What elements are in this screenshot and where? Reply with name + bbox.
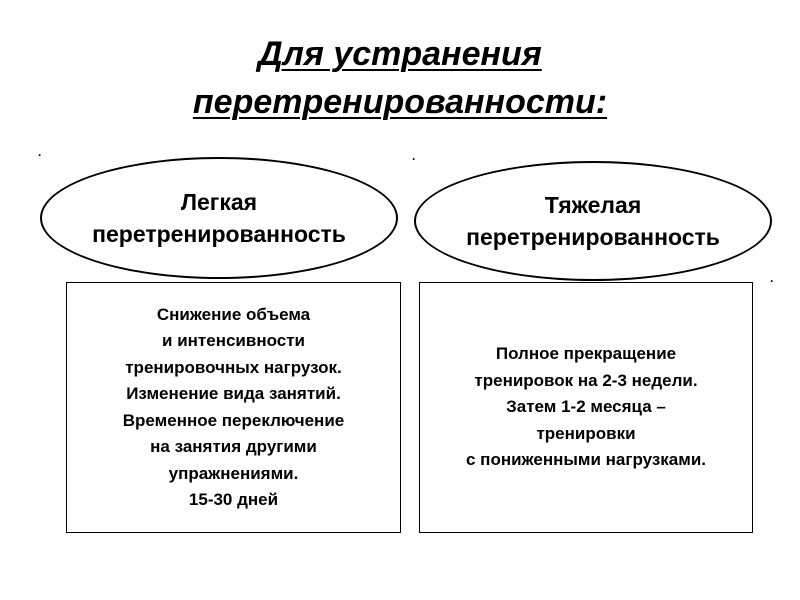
heavy-measure-line: тренировки — [536, 423, 636, 443]
ellipse-light-overtraining — [40, 157, 398, 279]
box-heavy-measures — [419, 282, 753, 533]
diagram-title — [0, 30, 800, 126]
light-measure-line: на занятия другими — [150, 437, 317, 456]
heavy-heading-line-2: перетренированность — [466, 224, 720, 250]
light-measure-line: тренировочных нагрузок. — [125, 357, 342, 377]
decor-dot: . — [770, 271, 774, 285]
light-measure-line: Снижение объема — [156, 304, 311, 324]
heavy-measure-line: Полное прекращение — [495, 344, 677, 364]
light-measure-line: Изменение вида занятий. — [126, 384, 341, 403]
ellipse-heavy-overtraining — [414, 161, 772, 281]
light-measure-line: Временное переключение — [122, 410, 345, 430]
heavy-heading-line-1: Тяжелая — [544, 192, 642, 218]
title-line-1: Для устранения — [258, 35, 542, 73]
light-heading-line-2: перетренированность — [92, 221, 346, 247]
heavy-measure-line: тренировок на 2-3 недели. — [474, 370, 698, 390]
heavy-measure-line: с пониженными нагрузками. — [466, 450, 706, 470]
title-line-2: перетренированности: — [192, 83, 608, 121]
decor-dot: . — [412, 149, 416, 163]
light-measure-line: и интенсивности — [162, 331, 305, 350]
decor-dot: . — [38, 145, 42, 159]
heavy-measure-line: Затем 1-2 месяца – — [506, 397, 666, 417]
light-measure-line: упражнениями. — [168, 463, 299, 483]
box-light-measures — [66, 282, 401, 533]
light-heading-line-1: Легкая — [180, 189, 258, 215]
light-measure-line: 15-30 дней — [188, 490, 279, 509]
